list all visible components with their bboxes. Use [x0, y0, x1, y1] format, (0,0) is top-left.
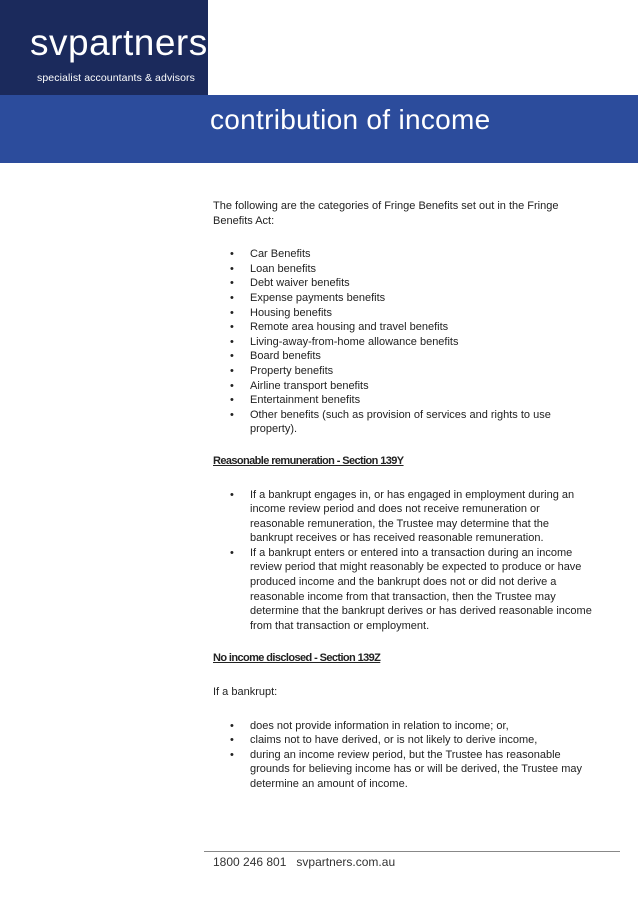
bullet-icon: • — [230, 719, 234, 732]
list-item: • If a bankrupt enters or entered into a transaction during an income review period that might reasonably be expected to produce or have produced income and the bankrupt does not or did not derive a reasonable income from that transaction, then the Trustee may determine that the bankrupt derives or has derived reasonable income from that transaction or employment. — [230, 546, 592, 632]
list-item: • Loan benefits — [230, 262, 317, 275]
reasonable-remuneration-list — [213, 488, 593, 634]
section-heading-139z: No income disclosed - Section 139Z — [213, 652, 381, 665]
bullet-icon: • — [230, 335, 234, 348]
page-title: contribution of income — [210, 104, 491, 135]
bullet-icon: • — [230, 291, 234, 304]
footer-website: svpartners.com.au — [296, 855, 396, 869]
bullet-icon: • — [230, 350, 234, 363]
bullet-icon: • — [230, 364, 234, 377]
list-item: • Board benefits — [230, 350, 321, 363]
bullet-icon: • — [230, 546, 234, 559]
bullet-icon: • — [230, 488, 234, 501]
header-logo-block — [0, 0, 208, 95]
list-item: • Other benefits (such as provision of services and rights to use property). — [230, 408, 551, 436]
no-income-list — [213, 719, 593, 792]
list-item: • Remote area housing and travel benefits — [230, 321, 449, 334]
footer — [213, 855, 395, 869]
list-item: • does not provide information in relation to income; or, — [230, 719, 509, 732]
list-item: • Entertainment benefits — [230, 394, 361, 407]
bullet-icon: • — [230, 379, 234, 392]
logo-name: svpartners — [30, 22, 208, 63]
list-item: • claims not to have derived, or is not likely to derive income, — [230, 734, 538, 747]
list-item: • Car Benefits — [230, 248, 311, 261]
list-item: • Living-away-from-home allowance benefits — [230, 335, 459, 348]
bullet-icon: • — [230, 306, 234, 319]
list-item: • Property benefits — [230, 364, 334, 377]
bullet-icon: • — [230, 277, 234, 290]
fringe-benefits-list — [213, 247, 593, 437]
bullet-icon: • — [230, 262, 234, 275]
bullet-icon: • — [230, 408, 234, 421]
bullet-icon: • — [230, 748, 234, 761]
section-heading-139y: Reasonable remuneration - Section 139Y — [213, 454, 404, 467]
bullet-icon: • — [230, 734, 234, 747]
footer-divider — [204, 851, 620, 852]
bullet-icon: • — [230, 321, 234, 334]
list-item: • Airline transport benefits — [230, 379, 369, 392]
list-item: • during an income review period, but the Trustee has reasonable grounds for believing income has or will be derived, the Trustee may determine an amount of income. — [230, 748, 583, 790]
lead-in-paragraph: If a bankrupt: — [213, 686, 278, 699]
document-body — [213, 199, 593, 792]
bullet-icon: • — [230, 248, 234, 261]
bullet-icon: • — [230, 394, 234, 407]
intro-paragraph: The following are the categories of Fringe Benefits set out in the Fringe Benefits Act: — [213, 200, 559, 227]
footer-phone: 1800 246 801 — [213, 855, 287, 869]
logo-tagline: specialist accountants & advisors — [37, 72, 195, 84]
list-item: • Debt waiver benefits — [230, 277, 350, 290]
list-item: • Expense payments benefits — [230, 291, 386, 304]
list-item: • If a bankrupt engages in, or has engaged in employment during an income review period and does not receive remuneration or reasonable remuneration, the Trustee may determine that the bankrupt receives or has received reasonable remuneration. — [230, 488, 575, 545]
list-item: • Housing benefits — [230, 306, 332, 319]
